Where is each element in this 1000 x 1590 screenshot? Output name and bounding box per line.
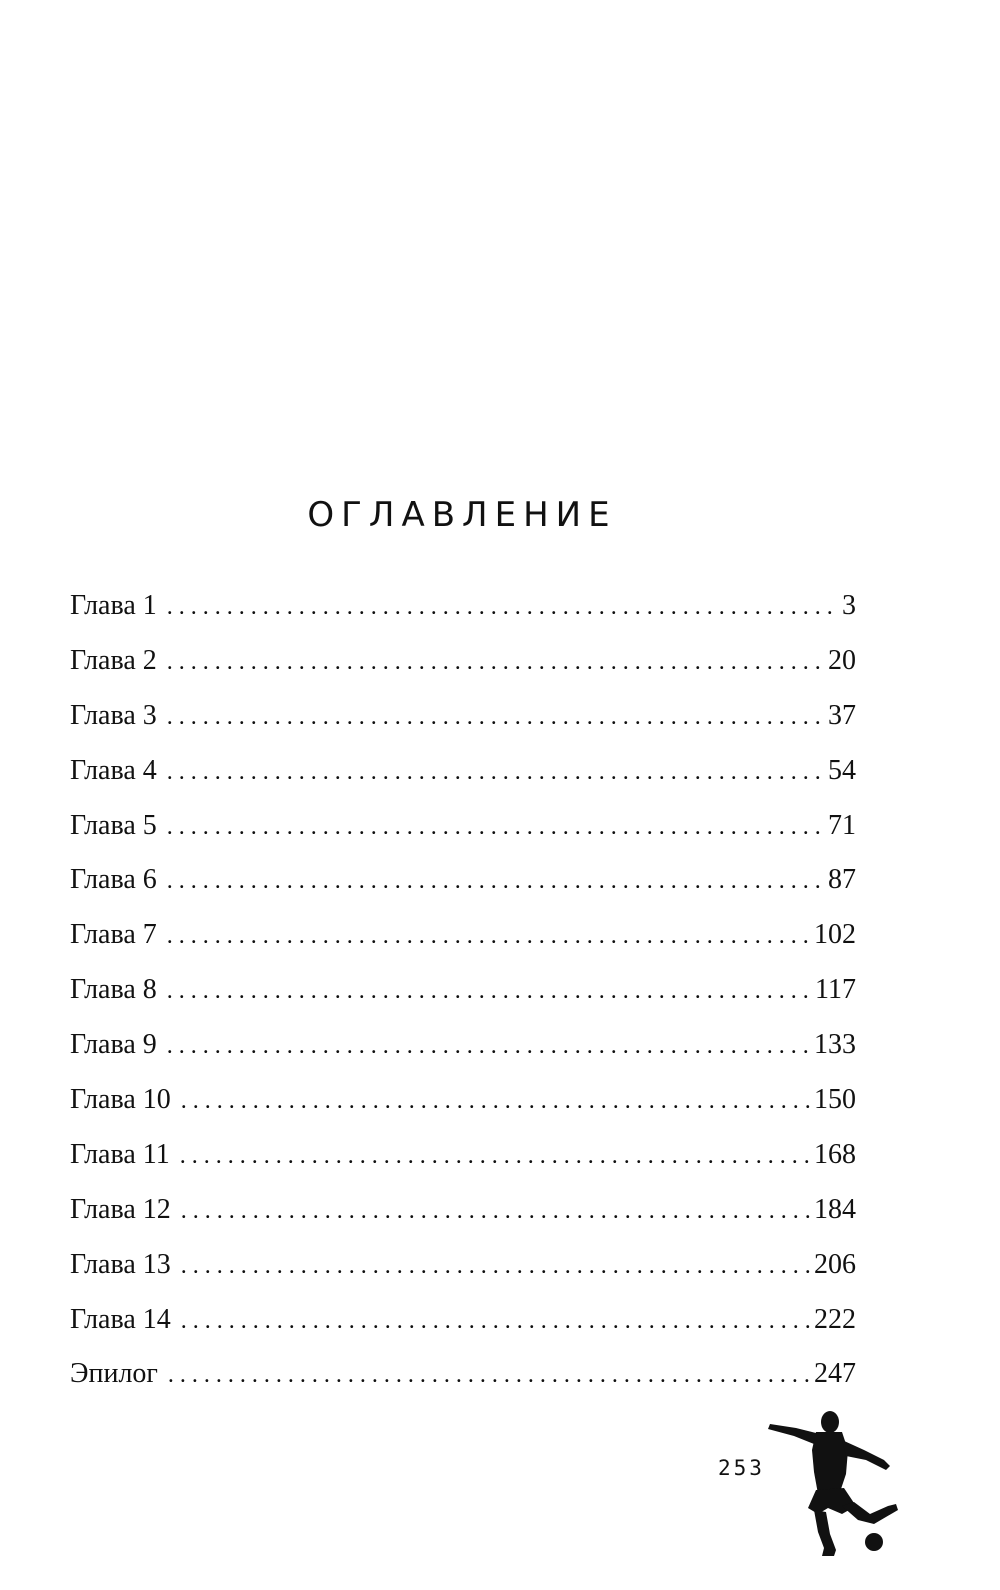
toc-entry-page: 184 — [814, 1193, 856, 1225]
dot-leader — [167, 814, 824, 841]
dot-leader — [167, 1033, 810, 1060]
toc-entry-5 — [70, 810, 856, 865]
toc-entry-page: 37 — [828, 699, 856, 731]
toc-entry-page: 247 — [814, 1358, 856, 1390]
toc-entry-page: 133 — [814, 1029, 856, 1061]
toc-entry-7 — [70, 919, 856, 974]
toc-entry-page: 54 — [828, 754, 856, 786]
dot-leader — [167, 704, 824, 731]
toc-entry-label: Глава 7 — [70, 919, 157, 951]
dot-leader — [181, 1198, 810, 1225]
footballer-kicking-ball-icon — [762, 1410, 910, 1560]
toc-entry-page: 222 — [814, 1303, 856, 1335]
toc-entry-2 — [70, 645, 856, 700]
toc-entry-page: 150 — [814, 1084, 856, 1116]
toc-entry-label: Глава 6 — [70, 864, 157, 896]
toc-entry-label: Глава 1 — [70, 590, 157, 621]
toc-entry-label: Эпилог — [70, 1358, 158, 1390]
toc-entry-label: Глава 10 — [70, 1084, 171, 1116]
toc-entry-page: 3 — [842, 590, 856, 621]
toc-entry-page: 87 — [828, 864, 856, 896]
table-of-contents — [70, 590, 856, 1413]
dot-leader — [167, 978, 811, 1005]
toc-entry-label: Глава 2 — [70, 644, 157, 676]
toc-entry-page: 206 — [814, 1248, 856, 1280]
toc-entry-10 — [70, 1084, 856, 1139]
toc-entry-label: Глава 13 — [70, 1248, 171, 1280]
toc-entry-page: 102 — [814, 919, 856, 951]
toc-entry-4 — [70, 755, 856, 810]
dot-leader — [167, 923, 810, 950]
toc-entry-11 — [70, 1139, 856, 1194]
toc-entry-epilogue — [70, 1358, 856, 1413]
toc-entry-page: 117 — [815, 974, 856, 1006]
dot-leader — [167, 594, 838, 621]
toc-entry-label: Глава 8 — [70, 974, 157, 1006]
toc-entry-label: Глава 9 — [70, 1029, 157, 1061]
dot-leader — [168, 1362, 810, 1389]
toc-entry-14 — [70, 1304, 856, 1359]
toc-entry-label: Глава 3 — [70, 699, 157, 731]
dot-leader — [167, 868, 824, 895]
toc-entry-page: 20 — [828, 644, 856, 676]
toc-entry-13 — [70, 1249, 856, 1304]
toc-entry-label: Глава 4 — [70, 754, 157, 786]
toc-entry-page: 168 — [814, 1138, 856, 1170]
toc-entry-label: Глава 12 — [70, 1193, 171, 1225]
dot-leader — [181, 1088, 810, 1115]
toc-entry-page: 71 — [828, 809, 856, 841]
dot-leader — [181, 1253, 810, 1280]
toc-entry-8 — [70, 974, 856, 1029]
page-number: 253 — [718, 1456, 765, 1480]
toc-entry-3 — [70, 700, 856, 755]
toc-entry-12 — [70, 1194, 856, 1249]
toc-entry-1 — [70, 590, 856, 645]
dot-leader — [167, 649, 824, 676]
page-title: ОГЛАВЛЕНИЕ — [307, 495, 617, 535]
dot-leader — [181, 1308, 810, 1335]
toc-entry-label: Глава 5 — [70, 809, 157, 841]
toc-entry-label: Глава 11 — [70, 1138, 170, 1170]
dot-leader — [180, 1143, 810, 1170]
toc-entry-9 — [70, 1029, 856, 1084]
dot-leader — [167, 759, 824, 786]
toc-entry-6 — [70, 864, 856, 919]
toc-entry-label: Глава 14 — [70, 1303, 171, 1335]
